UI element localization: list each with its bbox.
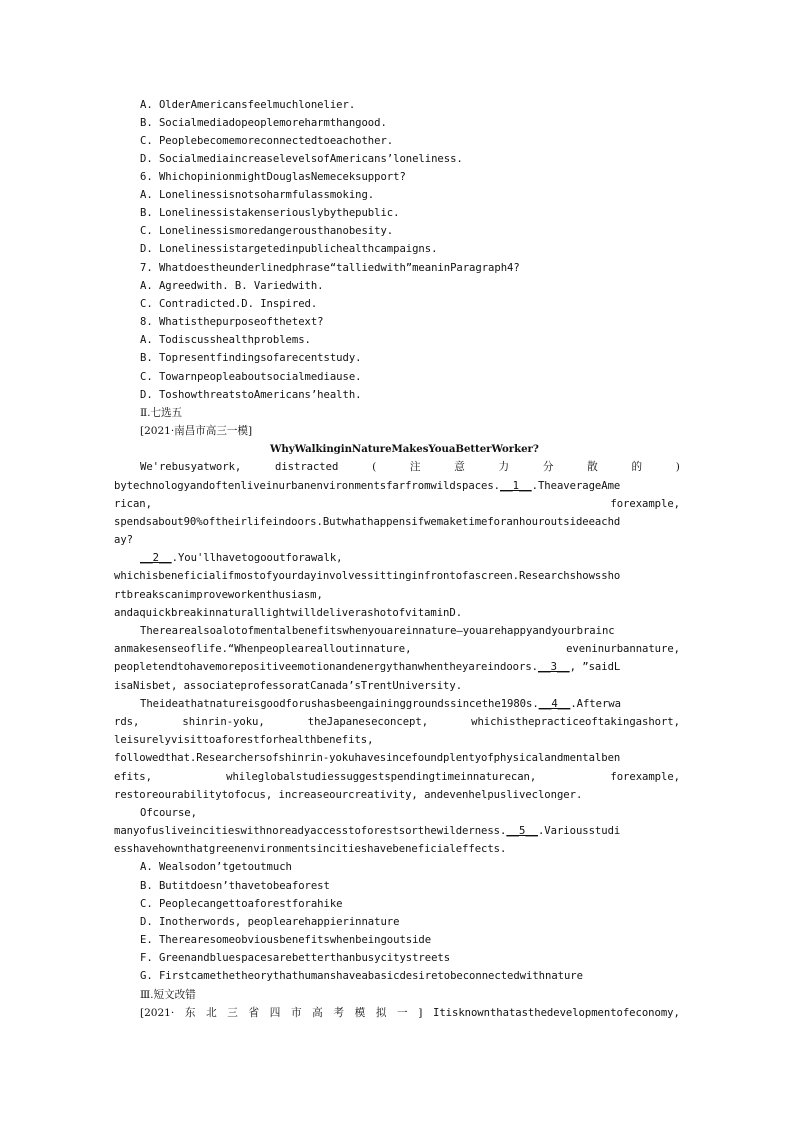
p2-line-3: rtbreakscanimproveworkenthusiasm, xyxy=(114,589,323,601)
p3-text: eveninurbannature, xyxy=(566,643,680,655)
s3-text: Itisknownthatasthedevelopmentofeconomy, xyxy=(433,1007,680,1019)
q8-stem: 8. Whatisthepurposeofthetext? xyxy=(140,316,324,328)
p1-text: forexample, xyxy=(610,498,680,510)
p2-text: .You'llhavetogooutforawalk, xyxy=(171,552,343,564)
p4-text: theJapaneseconcept, xyxy=(307,716,429,728)
p1-text: 力 xyxy=(498,461,510,473)
p3-line-3 xyxy=(114,660,620,674)
p5-line-1: Ofcourse, xyxy=(140,807,197,819)
q8-option-d: D. ToshowthreatstoAmericans’health. xyxy=(140,389,362,401)
blank-5: __5__ xyxy=(506,825,538,837)
p4-text: efits, xyxy=(114,771,152,783)
q5-option-b: B. Socialmediadopeoplemoreharmthangood. xyxy=(140,117,387,129)
p1-text: .TheaverageAme xyxy=(531,480,621,492)
p2-line-2: whichisbeneficialifmostofyourdayinvolvessittinginfrontofascreen.Researchshowssho xyxy=(114,570,621,582)
p3-line-2 xyxy=(114,642,680,656)
s3-source: 四 xyxy=(269,1007,281,1019)
s3-source: 高 xyxy=(312,1007,323,1019)
p4-text: forexample, xyxy=(610,771,680,783)
p1-text: 的 xyxy=(631,461,643,473)
p1-line-4: spendsabout90%oftheirlifeindoors.Butwhathappensifwemaketimeforanhouroutsideeachd xyxy=(114,516,621,528)
option-c: C. Peoplecangettoaforestforahike xyxy=(140,898,343,910)
blank-1: __1__ xyxy=(500,480,532,492)
p4-line-1 xyxy=(140,697,621,711)
option-d: D. Inotherwords, peoplearehappierinnature xyxy=(140,916,400,928)
p1-text: 散 xyxy=(587,461,598,473)
q8-option-a: A. Todiscusshealthproblems. xyxy=(140,334,311,346)
s3-source: 模 xyxy=(354,1007,366,1019)
section-3-heading: Ⅲ.短文改错 xyxy=(140,989,196,1001)
q5-option-c: C. Peoplebecomemoreconnectedtoeachother. xyxy=(140,135,394,147)
p2-line-4: andaquickbreakinnaturallightwilldeliverashotofvitaminD. xyxy=(114,607,463,619)
option-e: E. Therearesomeobviousbenefitswhenbeingoutside xyxy=(140,934,432,946)
s3-source: 拟 xyxy=(375,1007,387,1019)
p1-text: 分 xyxy=(542,461,554,473)
q6-option-a: A. Lonelinessisnotsoharmfulassmoking. xyxy=(140,189,375,201)
p1-text: distracted xyxy=(275,461,339,473)
blank-4: __4__ xyxy=(538,698,571,710)
q6-option-d: D. Lonelinessistargetedinpublichealthcampaigns. xyxy=(140,243,438,255)
p1-line-1 xyxy=(140,460,680,474)
s3-source: 东 xyxy=(184,1007,196,1019)
p1-text: We'rebusyatwork, xyxy=(140,461,242,473)
p4-text: shinrin-yoku, xyxy=(182,716,265,728)
option-b: B. Butitdoesn’thavetobeaforest xyxy=(140,880,330,892)
p1-text: bytechnologyandoftenliveinurbanenvironmentsfarfromwildspaces. xyxy=(114,480,501,492)
p4-line-2 xyxy=(114,715,680,729)
blank-2: __2__ xyxy=(140,552,172,564)
p3-text: , ”saidL xyxy=(569,661,621,673)
s3-source: 一 xyxy=(397,1007,408,1019)
p2-line-1 xyxy=(140,551,343,565)
p1-text: 注 xyxy=(409,461,421,473)
p4-line-4: followedthat.Researchersofshinrin-yokuhavesincefoundplentyofphysicalandmentalben xyxy=(114,752,621,764)
p4-text: Theideathatnatureisgoodforushasbeengaininggroundssincethe1980s. xyxy=(140,698,539,710)
section-2-heading: Ⅱ.七选五 xyxy=(140,407,183,419)
q5-option-a: A. OlderAmericansfeelmuchlonelier. xyxy=(140,99,356,111)
s3-source: [2021· xyxy=(140,1007,175,1019)
section-2-source: [2021·南昌市高三一模] xyxy=(140,425,253,437)
p4-text: .Afterwa xyxy=(570,698,621,710)
p4-text: whichisthepracticeoftakingashort, xyxy=(471,716,680,728)
p1-line-3 xyxy=(114,497,680,511)
p3-line-4: isaNisbet, associateprofessoratCanada’sTrentUniversity. xyxy=(114,680,463,692)
option-g: G. Firstcamethetheorythathumanshaveabasicdesiretobeconnectedwithnature xyxy=(140,970,583,982)
section-3-source-line xyxy=(140,1006,680,1020)
p3-line-1: Therearealsoalotofmentalbenefitswhenyouareinnature—youarehappyandyourbrainc xyxy=(140,625,615,637)
q6-option-c: C. Lonelinessismoredangerousthanobesity. xyxy=(140,225,394,237)
option-f: F. Greenandbluespacesarebetterthanbusycitystreets xyxy=(140,952,451,964)
option-a: A. Wealsodon’tgetoutmuch xyxy=(140,861,292,873)
q7-stem: 7. Whatdoestheunderlinedphrase“talliedwith”meaninParagraph4? xyxy=(140,262,520,274)
s3-source: 三 xyxy=(227,1007,238,1019)
p4-text: rds, xyxy=(114,716,140,728)
p4-line-6: restoreourabilitytofocus, increaseourcreativity, andevenhelpusliveclonger. xyxy=(114,789,583,801)
p1-line-2 xyxy=(114,479,620,493)
q6-stem: 6. WhichopinionmightDouglasNemeceksupport? xyxy=(140,171,406,183)
p5-line-2 xyxy=(114,824,620,838)
p1-text: ) xyxy=(675,461,680,473)
blank-3: __3__ xyxy=(537,661,570,673)
s3-source: 考 xyxy=(333,1007,344,1019)
p1-text: 意 xyxy=(454,461,465,473)
s3-source: 北 xyxy=(206,1007,217,1019)
q7-options-ab: A. Agreedwith. B. Variedwith. xyxy=(140,280,324,292)
p4-text: whileglobalstudiessuggestspendingtimeinnaturecan, xyxy=(226,771,537,783)
p4-line-5 xyxy=(114,770,680,784)
s3-source: 市 xyxy=(290,1007,302,1019)
p1-text: ( xyxy=(372,461,377,473)
q5-option-d: D. SocialmediaincreaselevelsofAmericans’loneliness. xyxy=(140,153,463,165)
p1-line-5: ay? xyxy=(114,534,133,546)
p5-text: .Variousstudi xyxy=(537,825,621,837)
q8-option-b: B. Topresentfindingsofarecentstudy. xyxy=(140,352,362,364)
p4-line-3: leisurelyvisittoaforestforhealthbenefits, xyxy=(114,734,374,746)
passage-title: WhyWalkinginNatureMakesYouaBetterWorker? xyxy=(270,443,539,455)
s3-source: 省 xyxy=(248,1007,260,1019)
q7-options-cd: C. Contradicted.D. Inspired. xyxy=(140,298,318,310)
p5-line-3: esshavehownthatgreenenvironmentsincitieshavebeneficialeffects. xyxy=(114,843,507,855)
q8-option-c: C. Towarnpeopleaboutsocialmediause. xyxy=(140,371,362,383)
p1-text: rican, xyxy=(114,498,152,510)
s3-source: ] xyxy=(418,1007,423,1019)
p5-text: manyofusliveincitieswithnoreadyaccesstoforestsorthewilderness. xyxy=(114,825,507,837)
p3-text: peopletendtohavemorepositiveemotionandenergythanwhentheyareindoors. xyxy=(114,661,538,673)
q6-option-b: B. Lonelinessistakenseriouslybythepublic. xyxy=(140,207,400,219)
p3-text: anmakesenseoflife.“Whenpeoplearealloutinnature, xyxy=(114,643,412,655)
